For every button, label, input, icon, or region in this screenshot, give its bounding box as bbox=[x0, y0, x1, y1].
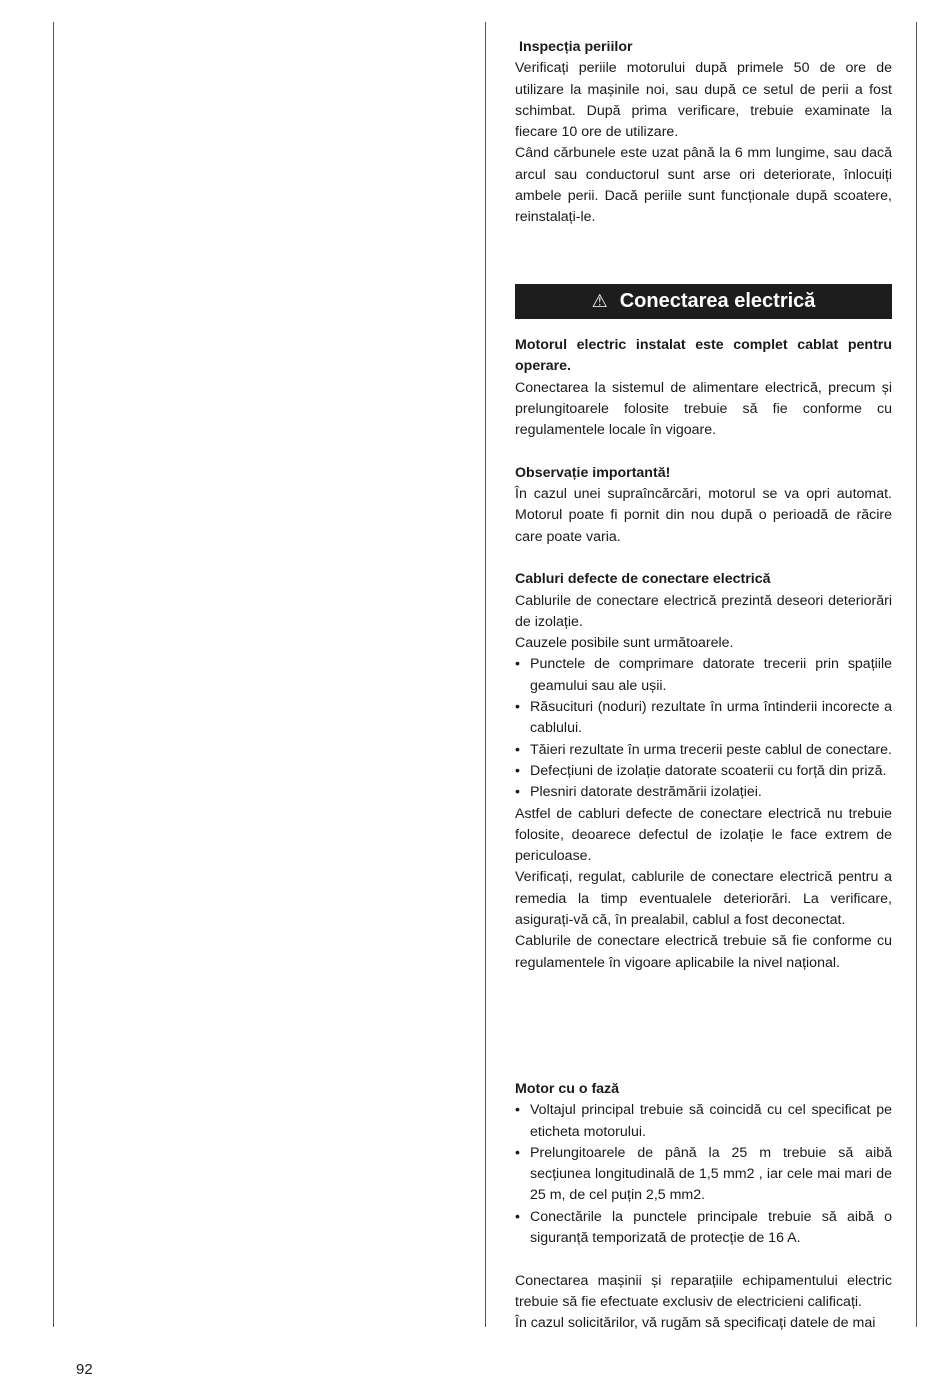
electrical-connection-body bbox=[515, 335, 892, 974]
electrical-connection-banner bbox=[515, 284, 892, 319]
causes-list bbox=[515, 654, 892, 803]
qualified-electricians-paragraph: Conectarea mașinii și reparațiile echipamentului electric trebuie să fie efectuate exclusiv de electricieni calificați. bbox=[515, 1272, 892, 1310]
list-item: • Răsucituri (noduri) rezultate în urma întinderii incorecte a cablului. bbox=[515, 697, 892, 740]
regulations-paragraph: Conectarea la sistemul de alimentare electrică, precum și prelungitoarele folosite trebuie să fie conforme cu regulamentele locale în vigoare. bbox=[515, 379, 892, 439]
electrical-connection-title: Conectarea electrică bbox=[619, 290, 816, 312]
list-item: • Plesniri datorate destrămării izolației. bbox=[515, 782, 892, 803]
brush-inspection-section bbox=[515, 37, 892, 229]
brush-inspection-paragraph-2: Când cărbunele este uzat până la 6 mm lungime, sau dacă arcul sau conductorul sunt arse ori deteriorate, înlocuiți ambele perii. Dacă periile sunt funcționale după scoatere, reinstalați-le. bbox=[515, 145, 892, 226]
list-item: • Conectările la punctele principale trebuie să aibă o siguranță temporizată de protecție de 16 A. bbox=[515, 1207, 892, 1250]
list-item: • Voltajul principal trebuie să coincidă cu cel specificat pe eticheta motorului. bbox=[515, 1100, 892, 1143]
regular-check-paragraph: Verificați, regulat, cablurile de conectare electrică pentru a remedia la timp eventualele deteriorări. La verificare, asigurați-vă că, în prealabil, cablul a fost deconectat. bbox=[515, 869, 892, 929]
list-item: • Defecțiuni de izolație datorate scoaterii cu forță din priză. bbox=[515, 761, 892, 782]
single-phase-motor-section bbox=[515, 1079, 892, 1335]
defective-cables-paragraph-2: Cauzele posibile sunt următoarele. bbox=[515, 635, 734, 652]
motor-wired-lead: Motorul electric instalat este complet cablat pentru operare. bbox=[515, 337, 892, 375]
warning-triangle-icon: ⚠ bbox=[591, 291, 608, 311]
page-number: 92 bbox=[76, 1361, 93, 1378]
list-item: • Prelungitoarele de până la 25 m trebuie să aibă secțiunea longitudinală de 1,5 mm2 , iar cele mai mari de 25 m, de cel puțin 2,5 mm2. bbox=[515, 1143, 892, 1207]
single-phase-motor-heading: Motor cu o fază bbox=[515, 1081, 620, 1097]
important-note-heading: Observație importantă! bbox=[515, 464, 671, 481]
list-item: • Punctele de comprimare datorate trecerii prin spațiile geamului sau ale ușii. bbox=[515, 654, 892, 697]
important-note-paragraph: În cazul unei supraîncărcări, motorul se va opri automat. Motorul poate fi pornit din nou după o perioadă de răcire care poate varia. bbox=[515, 486, 892, 545]
column-divider bbox=[485, 22, 486, 1327]
brush-inspection-heading: Inspecția periilor bbox=[519, 39, 633, 55]
left-margin-rule bbox=[53, 22, 54, 1327]
right-margin-rule bbox=[916, 22, 917, 1327]
brush-inspection-paragraph-1: Verificați periile motorului după primele 50 de ore de utilizare la mașinile noi, sau după ce setul de perii a fost schimbat. După prima verificare, trebuie examinate la fiecare 10 ore de utilizare. bbox=[515, 60, 892, 141]
defective-cables-heading: Cabluri defecte de conectare electrică bbox=[515, 571, 771, 588]
defective-cables-warning: Astfel de cabluri defecte de conectare electrică nu trebuie folosite, deoarece defectul de izolație le face extrem de periculoase. bbox=[515, 805, 892, 865]
list-item: • Tăieri rezultate în urma trecerii peste cablul de conectare. bbox=[515, 740, 892, 761]
request-data-paragraph: În cazul solicitărilor, vă rugăm să specificați datele de mai bbox=[515, 1315, 876, 1332]
national-regulations-paragraph: Cablurile de conectare electrică trebuie să fie conforme cu regulamentele în vigoare aplicabile la nivel național. bbox=[515, 933, 892, 971]
motor-requirements-list bbox=[515, 1100, 892, 1249]
defective-cables-paragraph-1: Cablurile de conectare electrică prezintă deseori deteriorări de izolație. bbox=[515, 592, 892, 630]
